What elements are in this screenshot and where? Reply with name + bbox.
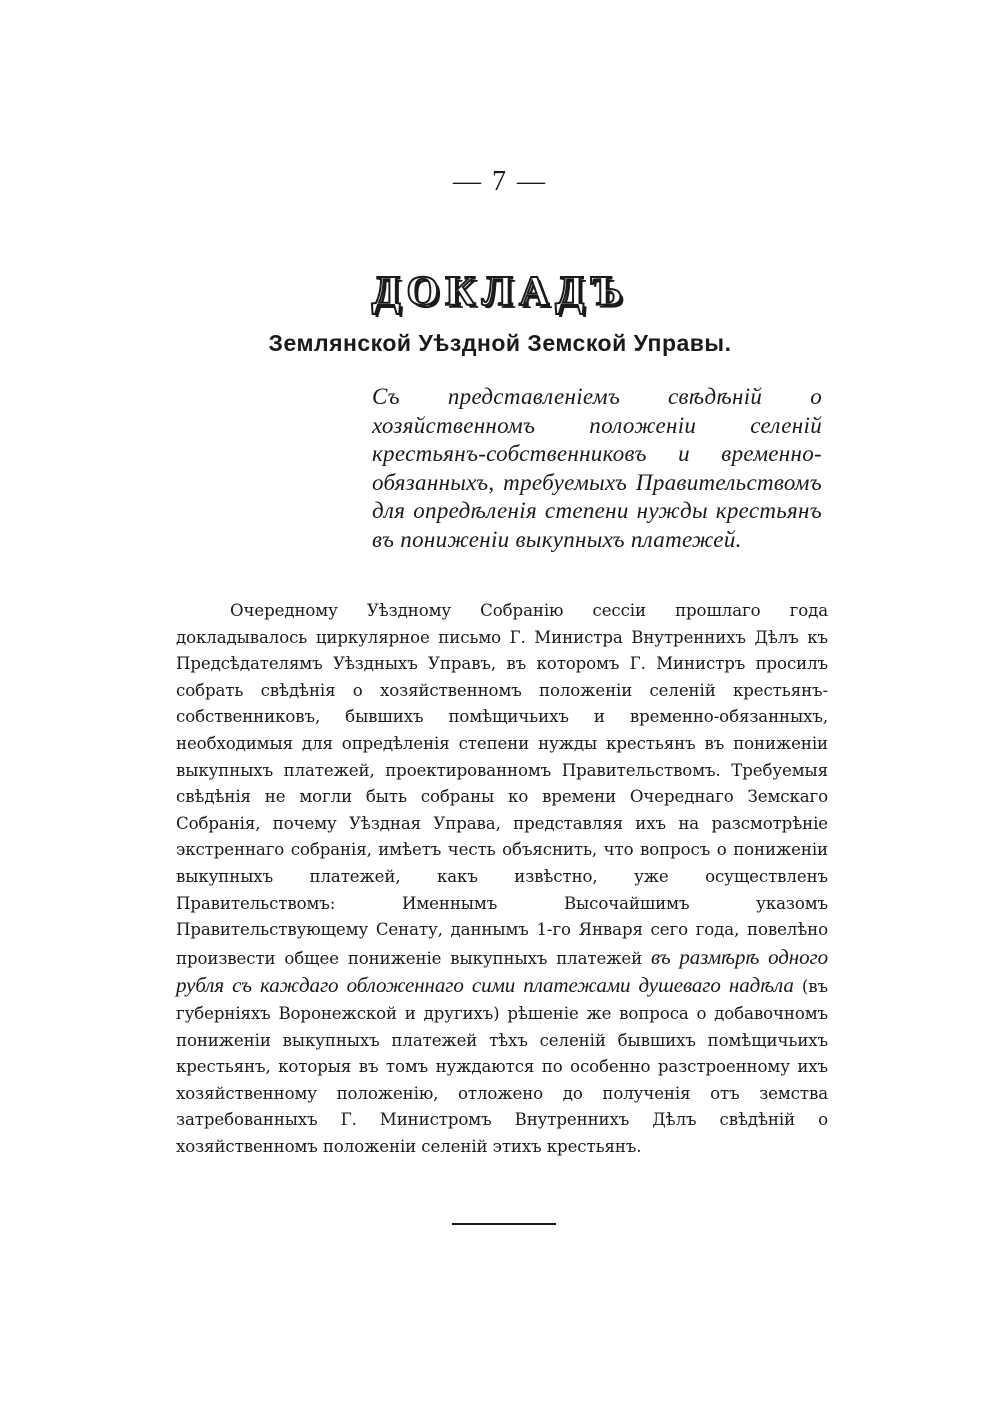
page-number: — 7 — [453,166,547,197]
epigraph: Съ представленіемъ свѣдѣній о хозяйственномъ положеніи селеній крестьянъ-собственниковъ и временно-обязанныхъ, требуемыхъ Правительствомъ для опредѣленія степени нужды крестьянъ въ пониженіи выкупныхъ платежей. [372,384,822,552]
document-subtitle: Землянской Уѣздной Земской Управы. [268,330,732,356]
body-text [176,598,828,1160]
body-emphasis: въ размѣрѣ одного рубля съ каждаго обложеннаго сими платежами душеваго надѣла [176,944,828,998]
body-paragraph [176,598,828,1160]
body-text-part-2: (въ губерніяхъ Воронежской и другихъ) рѣшеніе же вопроса о добавочномъ пониженіи выкупныхъ платежей тѣхъ селеній бывшихъ помѣщичьихъ крестьянъ, которыя въ томъ нуждаются по особенно разстроенному ихъ хозяйственному положенію, отложено до полученія отъ земства затребованныхъ Г. Министромъ Внутреннихъ Дѣлъ свѣдѣній о хозяйственномъ положеніи селеній этихъ крестьянъ. [176,977,828,1156]
body-text-part-1: Очередному Уѣздному Собранію сессіи прошлаго года докладывалось циркулярное письмо Г. Министра Внутреннихъ Дѣлъ къ Предсѣдателямъ Уѣздныхъ Управъ, въ которомъ Г. Министръ просилъ собрать свѣдѣнія о хозяйственномъ положеніи селеній крестьянъ-собственниковъ, бывшихъ помѣщичьихъ и временно-обязанныхъ, необходимыя для опредѣленія степени нужды крестьянъ въ пониженіи выкупныхъ платежей, проектированномъ Правительствомъ. Требуемыя свѣдѣнія не могли быть собраны ко времени Очереднаго Земскаго Собранія, почему Уѣздная Управа, представляя ихъ на разсмотрѣніе экстреннаго собранія, имѣетъ честь объяснить, что вопросъ о пониженіи выкупныхъ платежей, какъ извѣстно, уже осуществленъ Правительствомъ: Именнымъ Высочайшимъ указомъ Правительствующему Сенату, даннымъ 1-го Января сего года, повелѣно произвести общее пониженіе выкупныхъ платежей [176,601,828,968]
document-title: ДОКЛАДЪ [371,269,629,315]
end-rule-divider [452,1223,556,1225]
